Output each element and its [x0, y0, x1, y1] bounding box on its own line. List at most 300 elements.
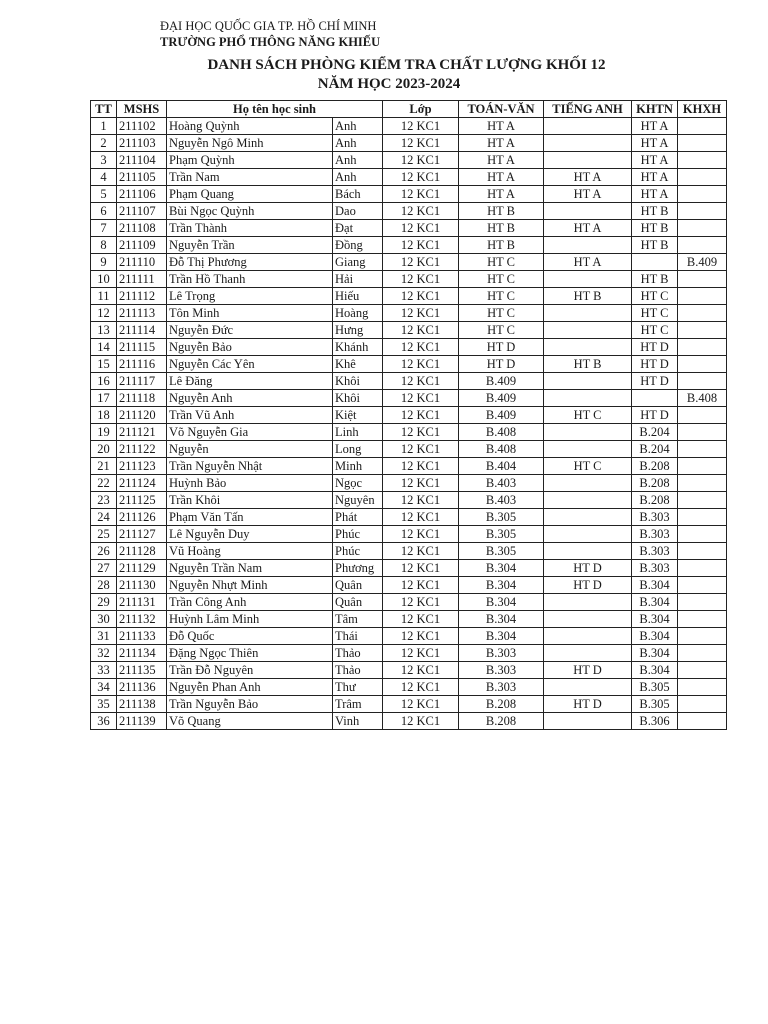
student-given-name: Giang [333, 254, 383, 271]
student-given-name: Hải [333, 271, 383, 288]
student-id: 211114 [117, 322, 167, 339]
student-id: 211106 [117, 186, 167, 203]
table-row [91, 679, 727, 696]
student-given-name: Tâm [333, 611, 383, 628]
table-row [91, 390, 727, 407]
room-khtn: HT C [632, 322, 678, 339]
student-id: 211107 [117, 203, 167, 220]
student-given-name: Bách [333, 186, 383, 203]
room-toan-van: B.304 [459, 611, 544, 628]
room-toan-van: B.303 [459, 662, 544, 679]
row-number: 29 [91, 594, 117, 611]
room-tieng-anh [544, 322, 632, 339]
table-row [91, 441, 727, 458]
row-number: 5 [91, 186, 117, 203]
room-tieng-anh [544, 492, 632, 509]
room-khxh [678, 560, 727, 577]
student-id: 211121 [117, 424, 167, 441]
class-name: 12 KC1 [383, 135, 459, 152]
room-tieng-anh [544, 475, 632, 492]
class-name: 12 KC1 [383, 509, 459, 526]
student-given-name: Khôi [333, 373, 383, 390]
room-tieng-anh: HT C [544, 407, 632, 424]
column-header-mshs: MSHS [117, 101, 167, 118]
room-khtn: B.208 [632, 458, 678, 475]
table-row [91, 662, 727, 679]
class-name: 12 KC1 [383, 254, 459, 271]
student-given-name: Khánh [333, 339, 383, 356]
class-name: 12 KC1 [383, 356, 459, 373]
room-tieng-anh [544, 203, 632, 220]
room-khxh [678, 509, 727, 526]
room-toan-van: B.304 [459, 560, 544, 577]
student-given-name: Khôi [333, 390, 383, 407]
row-number: 35 [91, 696, 117, 713]
room-khxh [678, 305, 727, 322]
room-toan-van: B.305 [459, 509, 544, 526]
room-tieng-anh: HT C [544, 458, 632, 475]
student-id: 211122 [117, 441, 167, 458]
class-name: 12 KC1 [383, 186, 459, 203]
student-given-name: Phương [333, 560, 383, 577]
row-number: 27 [91, 560, 117, 577]
row-number: 24 [91, 509, 117, 526]
row-number: 28 [91, 577, 117, 594]
table-row [91, 424, 727, 441]
student-id: 211118 [117, 390, 167, 407]
student-surname: Nguyễn Trần Nam [167, 560, 333, 577]
room-khxh [678, 594, 727, 611]
room-tieng-anh [544, 135, 632, 152]
table-row [91, 186, 727, 203]
room-khxh [678, 526, 727, 543]
student-id: 211104 [117, 152, 167, 169]
student-surname: Nguyễn Ngô Minh [167, 135, 333, 152]
room-khxh [678, 322, 727, 339]
table-row [91, 577, 727, 594]
room-tieng-anh [544, 679, 632, 696]
student-given-name: Anh [333, 118, 383, 135]
room-khtn [632, 254, 678, 271]
student-id: 211128 [117, 543, 167, 560]
room-khxh [678, 424, 727, 441]
table-row [91, 356, 727, 373]
row-number: 22 [91, 475, 117, 492]
room-khxh [678, 169, 727, 186]
room-khtn: HT D [632, 373, 678, 390]
row-number: 23 [91, 492, 117, 509]
school-name: TRƯỜNG PHỔ THÔNG NĂNG KHIẾU [160, 35, 381, 49]
room-khtn: HT D [632, 356, 678, 373]
room-khxh [678, 373, 727, 390]
student-surname: Lê Trọng [167, 288, 333, 305]
class-name: 12 KC1 [383, 492, 459, 509]
table-row [91, 271, 727, 288]
room-toan-van: B.303 [459, 679, 544, 696]
room-khtn: B.303 [632, 509, 678, 526]
room-khxh [678, 220, 727, 237]
row-number: 8 [91, 237, 117, 254]
table-row [91, 509, 727, 526]
student-id: 211127 [117, 526, 167, 543]
student-surname: Trần Khôi [167, 492, 333, 509]
student-id: 211136 [117, 679, 167, 696]
class-name: 12 KC1 [383, 203, 459, 220]
room-toan-van: B.403 [459, 492, 544, 509]
room-khtn: B.304 [632, 662, 678, 679]
class-name: 12 KC1 [383, 339, 459, 356]
student-given-name: Anh [333, 169, 383, 186]
room-khtn: HT A [632, 169, 678, 186]
student-id: 211108 [117, 220, 167, 237]
row-number: 17 [91, 390, 117, 407]
room-tieng-anh: HT B [544, 288, 632, 305]
table-row [91, 526, 727, 543]
room-khxh [678, 135, 727, 152]
room-khxh [678, 611, 727, 628]
student-surname: Nguyễn Nhựt Minh [167, 577, 333, 594]
student-surname: Võ Quang [167, 713, 333, 730]
room-tieng-anh [544, 424, 632, 441]
room-toan-van: B.404 [459, 458, 544, 475]
table-row [91, 135, 727, 152]
room-tieng-anh [544, 390, 632, 407]
room-toan-van: HT C [459, 322, 544, 339]
room-tieng-anh [544, 441, 632, 458]
class-name: 12 KC1 [383, 390, 459, 407]
room-toan-van: B.208 [459, 713, 544, 730]
row-number: 21 [91, 458, 117, 475]
table-row [91, 696, 727, 713]
table-row [91, 373, 727, 390]
room-toan-van: HT A [459, 169, 544, 186]
room-tieng-anh [544, 645, 632, 662]
student-given-name: Hiếu [333, 288, 383, 305]
room-khtn: B.304 [632, 594, 678, 611]
row-number: 32 [91, 645, 117, 662]
student-given-name: Linh [333, 424, 383, 441]
student-id: 211129 [117, 560, 167, 577]
student-given-name: Đạt [333, 220, 383, 237]
student-id: 211120 [117, 407, 167, 424]
class-name: 12 KC1 [383, 628, 459, 645]
room-toan-van: B.208 [459, 696, 544, 713]
room-toan-van: HT C [459, 254, 544, 271]
class-name: 12 KC1 [383, 475, 459, 492]
class-name: 12 KC1 [383, 662, 459, 679]
row-number: 19 [91, 424, 117, 441]
class-name: 12 KC1 [383, 118, 459, 135]
column-header-toan-van: TOÁN-VĂN [459, 101, 544, 118]
table-row [91, 492, 727, 509]
room-tieng-anh: HT D [544, 696, 632, 713]
room-khxh [678, 628, 727, 645]
student-surname: Bùi Ngọc Quỳnh [167, 203, 333, 220]
class-name: 12 KC1 [383, 169, 459, 186]
row-number: 11 [91, 288, 117, 305]
student-id: 211109 [117, 237, 167, 254]
student-id: 211111 [117, 271, 167, 288]
student-surname: Huỳnh Lâm Minh [167, 611, 333, 628]
row-number: 30 [91, 611, 117, 628]
row-number: 2 [91, 135, 117, 152]
student-id: 211132 [117, 611, 167, 628]
student-surname: Huỳnh Bảo [167, 475, 333, 492]
room-khxh [678, 645, 727, 662]
row-number: 9 [91, 254, 117, 271]
student-given-name: Phúc [333, 543, 383, 560]
student-given-name: Quân [333, 577, 383, 594]
student-surname: Lê Đăng [167, 373, 333, 390]
student-surname: Trần Vũ Anh [167, 407, 333, 424]
student-surname: Đỗ Quốc [167, 628, 333, 645]
room-toan-van: HT D [459, 339, 544, 356]
class-name: 12 KC1 [383, 152, 459, 169]
row-number: 3 [91, 152, 117, 169]
class-name: 12 KC1 [383, 407, 459, 424]
room-tieng-anh [544, 611, 632, 628]
room-khtn: B.204 [632, 424, 678, 441]
column-header-tieng-anh: TIẾNG ANH [544, 101, 632, 118]
table-row [91, 203, 727, 220]
room-khtn: B.208 [632, 475, 678, 492]
room-khtn: HT B [632, 237, 678, 254]
row-number: 16 [91, 373, 117, 390]
row-number: 12 [91, 305, 117, 322]
room-khtn: B.303 [632, 526, 678, 543]
student-given-name: Anh [333, 152, 383, 169]
room-khtn: B.304 [632, 611, 678, 628]
student-given-name: Minh [333, 458, 383, 475]
room-khxh [678, 662, 727, 679]
room-khtn: B.204 [632, 441, 678, 458]
table-row [91, 475, 727, 492]
column-header-name: Họ tên học sinh [167, 101, 383, 118]
room-tieng-anh [544, 118, 632, 135]
table-row [91, 543, 727, 560]
room-khxh [678, 577, 727, 594]
student-id: 211123 [117, 458, 167, 475]
table-row [91, 118, 727, 135]
table-body [91, 118, 727, 730]
class-name: 12 KC1 [383, 220, 459, 237]
room-tieng-anh [544, 237, 632, 254]
room-khxh [678, 237, 727, 254]
student-surname: Phạm Văn Tấn [167, 509, 333, 526]
room-tieng-anh: HT A [544, 220, 632, 237]
student-given-name: Phúc [333, 526, 383, 543]
class-name: 12 KC1 [383, 543, 459, 560]
class-name: 12 KC1 [383, 322, 459, 339]
student-surname: Trần Thành [167, 220, 333, 237]
class-name: 12 KC1 [383, 526, 459, 543]
student-surname: Trần Nguyễn Bảo [167, 696, 333, 713]
class-name: 12 KC1 [383, 441, 459, 458]
row-number: 7 [91, 220, 117, 237]
room-khtn: B.304 [632, 645, 678, 662]
row-number: 14 [91, 339, 117, 356]
student-surname: Trần Nam [167, 169, 333, 186]
class-name: 12 KC1 [383, 713, 459, 730]
table-row [91, 713, 727, 730]
room-tieng-anh [544, 339, 632, 356]
table-row [91, 458, 727, 475]
row-number: 33 [91, 662, 117, 679]
room-khtn: B.303 [632, 560, 678, 577]
room-khtn: HT C [632, 288, 678, 305]
room-toan-van: HT A [459, 135, 544, 152]
class-name: 12 KC1 [383, 560, 459, 577]
student-given-name: Đồng [333, 237, 383, 254]
student-id: 211116 [117, 356, 167, 373]
room-khtn: B.306 [632, 713, 678, 730]
class-name: 12 KC1 [383, 611, 459, 628]
student-given-name: Trâm [333, 696, 383, 713]
student-surname: Nguyễn Bảo [167, 339, 333, 356]
student-id: 211139 [117, 713, 167, 730]
room-tieng-anh [544, 305, 632, 322]
class-name: 12 KC1 [383, 577, 459, 594]
student-surname: Nguyễn [167, 441, 333, 458]
class-name: 12 KC1 [383, 679, 459, 696]
room-tieng-anh [544, 594, 632, 611]
table-row [91, 288, 727, 305]
column-header-class: Lớp [383, 101, 459, 118]
student-id: 211135 [117, 662, 167, 679]
table-row [91, 339, 727, 356]
student-id: 211130 [117, 577, 167, 594]
student-given-name: Thảo [333, 645, 383, 662]
document-title [0, 56, 768, 94]
room-khtn: HT C [632, 305, 678, 322]
column-header-khtn: KHTN [632, 101, 678, 118]
class-name: 12 KC1 [383, 458, 459, 475]
row-number: 1 [91, 118, 117, 135]
student-given-name: Kiệt [333, 407, 383, 424]
table-row [91, 407, 727, 424]
student-surname: Nguyễn Anh [167, 390, 333, 407]
room-khxh [678, 458, 727, 475]
room-khtn: HT A [632, 152, 678, 169]
student-surname: Trần Nguyễn Nhật [167, 458, 333, 475]
room-khxh: B.409 [678, 254, 727, 271]
room-khtn: HT B [632, 220, 678, 237]
table-row [91, 169, 727, 186]
room-khtn: B.305 [632, 679, 678, 696]
room-khtn: HT A [632, 186, 678, 203]
room-khtn: HT A [632, 118, 678, 135]
class-name: 12 KC1 [383, 271, 459, 288]
student-surname: Đặng Ngọc Thiên [167, 645, 333, 662]
class-name: 12 KC1 [383, 373, 459, 390]
class-name: 12 KC1 [383, 645, 459, 662]
room-khxh [678, 492, 727, 509]
room-khtn: HT A [632, 135, 678, 152]
room-khtn: B.208 [632, 492, 678, 509]
student-id: 211103 [117, 135, 167, 152]
row-number: 13 [91, 322, 117, 339]
row-number: 4 [91, 169, 117, 186]
room-tieng-anh [544, 373, 632, 390]
title-main: DANH SÁCH PHÒNG KIỂM TRA CHẤT LƯỢNG KHỐI 12 [207, 57, 606, 73]
room-khxh [678, 152, 727, 169]
room-toan-van: HT B [459, 203, 544, 220]
room-khtn [632, 390, 678, 407]
room-khxh [678, 288, 727, 305]
table-row [91, 594, 727, 611]
room-khxh [678, 475, 727, 492]
room-toan-van: HT A [459, 118, 544, 135]
student-surname: Trần Đỗ Nguyên [167, 662, 333, 679]
room-toan-van: HT B [459, 237, 544, 254]
room-khxh [678, 356, 727, 373]
student-surname: Phạm Quỳnh [167, 152, 333, 169]
room-toan-van: B.403 [459, 475, 544, 492]
student-surname: Trần Hồ Thanh [167, 271, 333, 288]
student-id: 211117 [117, 373, 167, 390]
room-tieng-anh [544, 526, 632, 543]
room-khtn: B.303 [632, 543, 678, 560]
student-id: 211105 [117, 169, 167, 186]
student-given-name: Anh [333, 135, 383, 152]
room-toan-van: HT C [459, 305, 544, 322]
student-surname: Lê Nguyễn Duy [167, 526, 333, 543]
student-surname: Nguyễn Đức [167, 322, 333, 339]
student-given-name: Nguyên [333, 492, 383, 509]
row-number: 36 [91, 713, 117, 730]
room-khtn: B.304 [632, 577, 678, 594]
row-number: 26 [91, 543, 117, 560]
row-number: 6 [91, 203, 117, 220]
room-khtn: HT B [632, 203, 678, 220]
student-id: 211138 [117, 696, 167, 713]
room-toan-van: HT B [459, 220, 544, 237]
room-toan-van: B.305 [459, 543, 544, 560]
student-id: 211102 [117, 118, 167, 135]
room-khtn: HT B [632, 271, 678, 288]
student-given-name: Hưng [333, 322, 383, 339]
table-row [91, 237, 727, 254]
table-row [91, 628, 727, 645]
room-toan-van: B.409 [459, 390, 544, 407]
student-given-name: Thái [333, 628, 383, 645]
student-given-name: Quân [333, 594, 383, 611]
room-toan-van: B.303 [459, 645, 544, 662]
student-surname: Võ Nguyễn Gia [167, 424, 333, 441]
room-khtn: HT D [632, 407, 678, 424]
student-surname: Nguyễn Phan Anh [167, 679, 333, 696]
organization-header [160, 18, 380, 50]
room-tieng-anh [544, 271, 632, 288]
student-given-name: Long [333, 441, 383, 458]
room-khtn: B.304 [632, 628, 678, 645]
room-khtn: B.305 [632, 696, 678, 713]
room-toan-van: B.304 [459, 594, 544, 611]
student-surname: Vũ Hoàng [167, 543, 333, 560]
class-name: 12 KC1 [383, 594, 459, 611]
room-khxh [678, 441, 727, 458]
student-surname: Trần Công Anh [167, 594, 333, 611]
room-toan-van: B.409 [459, 407, 544, 424]
room-khxh [678, 407, 727, 424]
class-name: 12 KC1 [383, 288, 459, 305]
room-khtn: HT D [632, 339, 678, 356]
column-header-tt: TT [91, 101, 117, 118]
room-khxh [678, 186, 727, 203]
class-name: 12 KC1 [383, 696, 459, 713]
room-khxh [678, 696, 727, 713]
student-given-name: Vinh [333, 713, 383, 730]
